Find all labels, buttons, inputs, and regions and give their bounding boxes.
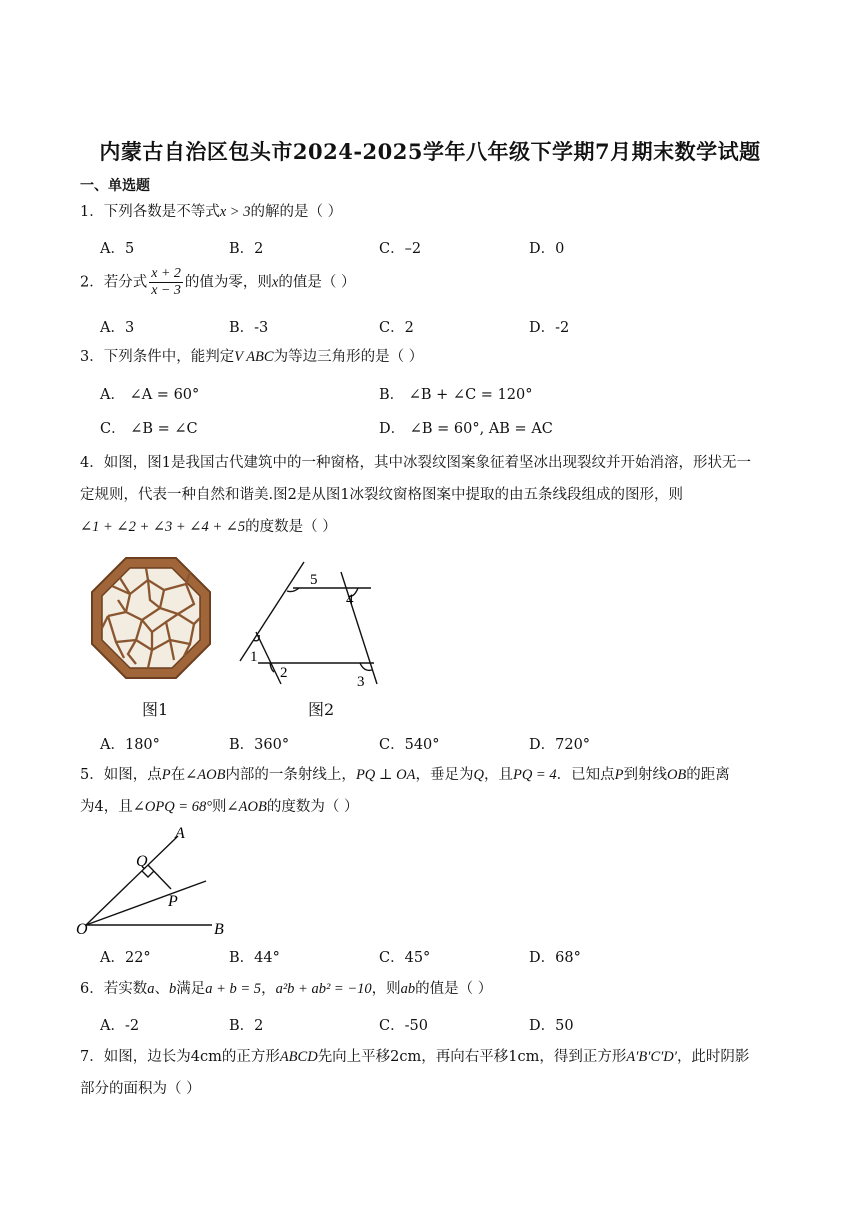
fig2-angle-2-label: 2 [280, 665, 288, 681]
q4-option-c[interactable]: C．540° [379, 737, 440, 753]
fig5-label-o: O [76, 921, 88, 938]
q5-line-1 [80, 765, 730, 785]
figure-1-caption: 图1 [142, 700, 169, 719]
q5-option-a[interactable]: A．22° [100, 950, 151, 966]
q2-option-b[interactable]: B．-3 [229, 320, 269, 336]
q2-stem-post: 的值是（ ） [278, 274, 356, 291]
q3-option-c[interactable]: C． ∠B = ∠C [100, 421, 198, 437]
q4-option-b[interactable]: B．360° [229, 737, 290, 753]
fig5-label-b: B [214, 921, 224, 938]
q5-text-2: 在 [170, 767, 186, 783]
q5-line-2 [80, 797, 358, 817]
q4-line-2: 定规则，代表一种自然和谐美.图2是从图1冰裂纹窗格图案中提取的由五条线段组成的图形，则 [80, 487, 684, 503]
fig5-label-q: Q [136, 853, 148, 870]
question-1 [80, 202, 342, 222]
q5-point-q: Q [473, 767, 484, 783]
q6-option-c[interactable]: C．-50 [379, 1018, 428, 1034]
q4-angle-sum: ∠1 + ∠2 + ∠3 + ∠4 + ∠5 [80, 519, 246, 535]
q1-option-c[interactable]: C．–2 [379, 241, 422, 257]
q6-equation-2: a²b + ab² = −10 [275, 981, 372, 997]
q5-text-8: 的距离 [686, 767, 730, 783]
q7-square-abcd: ABCD [279, 1049, 318, 1065]
q5-text-4: ，垂足为 [415, 767, 474, 783]
q4-line-3 [80, 517, 337, 537]
q5-option-b[interactable]: B．44° [229, 950, 280, 966]
q2-option-d[interactable]: D．-2 [529, 320, 570, 336]
q2-stem-pre: 2．若分式 [80, 274, 148, 291]
q1-stem-pre: 1．下列各数是不等式 [80, 204, 220, 220]
q5-text-7: 到射线 [623, 767, 667, 783]
q3-option-d[interactable]: D． ∠B = 60°, AB = AC [379, 421, 553, 437]
q5-text-5: ，且 [483, 767, 513, 783]
q4-line-1: 4．如图，图1是我国古代建筑中的一种窗格，其中冰裂纹图案象征着坚冰出现裂纹并开始消溶，形状无一 [80, 455, 751, 471]
q5-text-3: 内部的一条射线上， [225, 767, 356, 783]
q5-text-10: 则 [212, 799, 227, 815]
q5-point-p: P [161, 767, 171, 783]
q3-stem-pre: 3．下列条件中，能判定 [80, 349, 235, 365]
q3-option-a[interactable]: A． ∠A = 60° [100, 387, 200, 403]
q6-option-b[interactable]: B．2 [229, 1018, 264, 1034]
q2-variable: x [271, 274, 279, 291]
q3-option-b[interactable]: B． ∠B + ∠C = 120° [379, 387, 533, 403]
q4-stem-post: 的度数是（ ） [245, 519, 337, 535]
q5-angle-aob-2: ∠AOB [226, 799, 267, 815]
q5-point-p-2: P [614, 767, 624, 783]
q5-perpendicular: PQ ⊥ OA [355, 767, 416, 783]
angle-aob-figure [74, 822, 236, 940]
q4-option-d[interactable]: D．720° [529, 737, 591, 753]
q7-text-2: 先向上平移2cm，再向右平移1cm，得到正方形 [317, 1049, 627, 1065]
q5-angle-opq: ∠OPQ = 68° [132, 799, 213, 815]
q7-line-1 [80, 1047, 749, 1067]
q6-product-ab: ab [400, 981, 416, 997]
q2-denominator: x − 3 [151, 283, 181, 298]
page-title: 内蒙古自治区包头市2024-2025学年八年级下学期7月期末数学试题 [99, 139, 761, 164]
q1-option-a[interactable]: A．5 [100, 241, 135, 257]
q6-option-d[interactable]: D．50 [529, 1018, 574, 1034]
fig2-angle-1-label: 1 [250, 649, 258, 665]
q5-option-c[interactable]: C．45° [379, 950, 431, 966]
q6-text-1: 6．若实数 [80, 981, 148, 997]
q4-option-a[interactable]: A．180° [100, 737, 160, 753]
q6-text-3: ，则 [371, 981, 401, 997]
q5-text-11: 的度数为（ ） [266, 799, 359, 815]
q5-angle-aob: ∠AOB [185, 767, 226, 783]
q6-equation-1: a + b = 5 [205, 981, 262, 997]
fig2-angle-4-label: 4 [346, 592, 354, 608]
q2-option-c[interactable]: C．2 [379, 320, 414, 336]
q1-inequality: x > 3 [219, 204, 251, 220]
question-3 [80, 347, 423, 367]
q6-var-b: b [168, 981, 177, 997]
q5-text-9: 为4，且 [80, 799, 133, 815]
q2-option-a[interactable]: A．3 [100, 320, 135, 336]
q7-text-1: 7．如图，边长为4cm的正方形 [80, 1049, 280, 1065]
fig2-angle-3-label: 3 [357, 674, 365, 690]
q2-numerator: x + 2 [151, 266, 181, 281]
q5-text-6: ．已知点 [556, 767, 615, 783]
q7-square-abcd-prime: A′B′C′D′ [626, 1049, 677, 1065]
q7-line-2: 部分的面积为（ ） [80, 1081, 201, 1097]
question-6 [80, 979, 492, 999]
q2-fraction [149, 266, 183, 299]
window-lattice-figure [90, 556, 212, 680]
question-2 [80, 266, 355, 299]
fig5-label-p: P [168, 893, 178, 910]
section-heading: 一、单选题 [80, 178, 150, 194]
q6-comma: ， [261, 981, 276, 997]
q5-ray-ob: OB [666, 767, 687, 783]
q3-triangle: V ABC [234, 349, 274, 365]
q1-option-d[interactable]: D．0 [529, 241, 565, 257]
q6-text-2: 满足 [176, 981, 206, 997]
q2-stem-mid: 的值为零，则 [184, 274, 272, 291]
q6-separator: 、 [154, 981, 169, 997]
q6-var-a: a [147, 981, 155, 997]
q5-pq-length: PQ = 4 [512, 767, 557, 783]
five-segment-figure [236, 560, 382, 690]
q6-option-a[interactable]: A．-2 [100, 1018, 140, 1034]
q1-stem-post: 的解的是（ ） [250, 204, 343, 220]
q3-stem-post: 为等边三角形的是（ ） [273, 349, 424, 365]
figure-2-caption: 图2 [308, 700, 335, 719]
q1-option-b[interactable]: B．2 [229, 241, 264, 257]
q6-text-4: 的值是（ ） [415, 981, 493, 997]
fig5-label-a: A [175, 825, 185, 842]
fig2-angle-5-label: 5 [310, 572, 318, 588]
q5-text-1: 5．如图，点 [80, 767, 162, 783]
q5-option-d[interactable]: D．68° [529, 950, 581, 966]
q7-text-3: ，此时阴影 [676, 1049, 750, 1065]
